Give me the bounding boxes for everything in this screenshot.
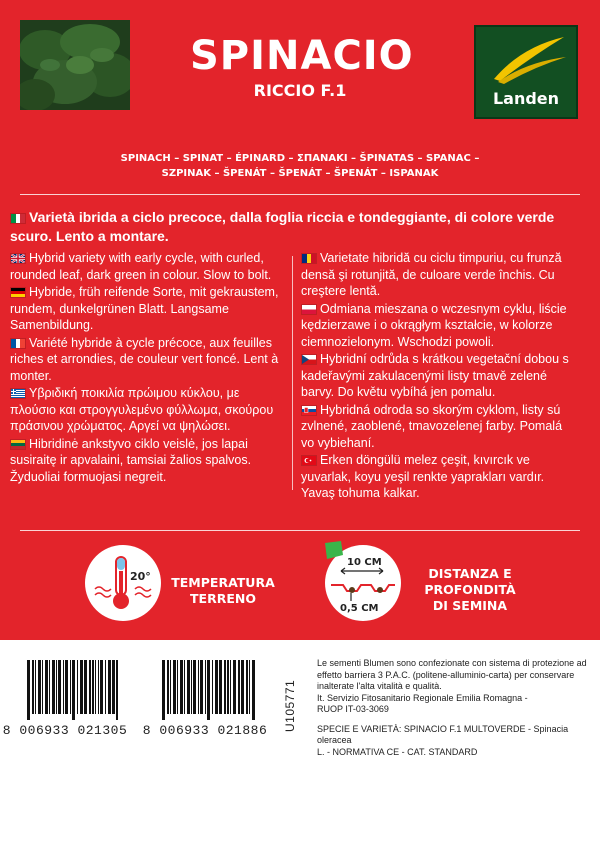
product-variety: RICCIO F.1 [253, 81, 347, 100]
divider [20, 530, 580, 531]
barcode-bar [108, 660, 111, 714]
descriptions-left-column [10, 250, 285, 485]
barcode-bar [205, 660, 206, 714]
barcode-bar [112, 660, 115, 714]
barcode-bar [42, 660, 43, 714]
barcode-bar [27, 660, 30, 720]
depth-value: 0,5 CM [340, 603, 379, 614]
barcode-bar [32, 660, 34, 714]
barcode-bar [219, 660, 222, 714]
barcode-bar [49, 660, 50, 714]
barcode-number-2: 8 006933 021886 [142, 723, 268, 738]
barcode-bar [45, 660, 48, 714]
barcode-bar [116, 660, 118, 720]
common-names-line2: SZPINAK – ŠPENÁT – ŠPENÁT – ŠPENÁT – ISPANAK [161, 168, 439, 179]
barcode-bar [65, 660, 68, 714]
descriptions-right-column [301, 250, 576, 502]
column-divider [292, 256, 293, 490]
description-pl: Odmiana mieszana o wczesnym cyklu, liście kędzierzawe i o okrągłym kształcie, w kolorze ciemnozielonym. Wschodzi powoli. [301, 301, 567, 349]
barcode-bar [38, 660, 41, 714]
description-cz: Hybridní odrůda s krátkou vegetační dobou s kadeřavými zakulacenými listy tmavě zelené barvy. Do květu vybíhá jen pomalu. [301, 352, 569, 399]
temperature-label: TEMPERATURA TERRENO [171, 575, 275, 606]
barcode-bar [177, 660, 178, 714]
barcode-bar [215, 660, 218, 714]
divider [20, 194, 580, 195]
description-tr: Erken döngülü melez çeşit, kıvırcık ve yuvarlak, koyu yeşil renkte yaprakları vardır. Yavaş tohuma kalkar. [301, 453, 545, 500]
barcode-bar [77, 660, 78, 714]
barcode-bar [84, 660, 87, 714]
barcode-bar [249, 660, 250, 714]
spinach-photo [20, 20, 130, 110]
description-de: Hybride, früh reifende Sorte, mit gekraustem, rundem, dunkelgrünen Blatt. Langsame Samenbildung. [10, 285, 279, 332]
leaf-logo-icon [476, 27, 576, 87]
seed-packet-icon [321, 539, 345, 563]
pl-flag-icon [301, 304, 317, 315]
barcode-bar [173, 660, 176, 714]
barcode-bar [193, 660, 196, 714]
barcode-bar [63, 660, 64, 714]
description-lt: Hibridinė ankstyvo ciklo veislė, jos lapai susiraitę ir apvalaini, tamsiai žalios spalvos. Žyduoliai formuojasi negreit. [10, 436, 252, 484]
barcode-1 [25, 660, 145, 720]
packaging-notes: Le sementi Blumen sono confezionate con sistema di protezione ad effetto barriera 3 P.A.C. (politene-alluminio-carta) per conservare inalterate l'alta vitalità e qualità. It. Servizio Fitosanitario Regionale Emilia Romagna - RUOP IT-03-3069 SPECIE E VARIETÀ: SPINACIO F.1 MULTOVERDE - Spinacia oleracea L. - NORMATIVA CE - CAT. STANDARD [317, 658, 587, 757]
uk-flag-icon [10, 253, 26, 264]
barcode-bar [224, 660, 226, 714]
barcode-bar [180, 660, 183, 714]
it-flag-icon [10, 213, 26, 224]
barcode-bar [187, 660, 190, 714]
gr-flag-icon [10, 388, 26, 399]
barcode-bar [207, 660, 210, 720]
lt-flag-icon [10, 439, 26, 450]
barcode-bar [95, 660, 96, 714]
barcode-bar [105, 660, 106, 714]
barcode-bar [52, 660, 55, 714]
product-code: U105771 [283, 679, 297, 732]
barcode-bar [72, 660, 75, 720]
temperature-badge [85, 545, 161, 621]
barcode-bar [246, 660, 248, 714]
barcode-bar [198, 660, 199, 714]
barcode-bar [238, 660, 240, 714]
sk-flag-icon [301, 405, 317, 416]
barcode-bar [92, 660, 94, 714]
sowing-label: DISTANZA E PROFONDITÀ DI SEMINA [424, 566, 516, 613]
barcode-bar [212, 660, 213, 714]
description-sk: Hybridná odroda so skorým cyklom, listy sú zvlnené, zaoblené, tmavozelenej farby. Pomalá vo vybiehaní. [301, 402, 563, 450]
barcode-bar [80, 660, 83, 714]
barcode-bar [162, 660, 165, 720]
de-flag-icon [10, 287, 26, 298]
barcode-number-1: 8 006933 021305 [2, 723, 128, 738]
barcode-bar [200, 660, 203, 714]
barcode-bar [233, 660, 236, 714]
barcode-bar [35, 660, 36, 714]
description-it-text: Varietà ibrida a ciclo precoce, dalla foglia riccia e tondeggiante, di colore verde scuro. Lento a montare. [10, 209, 555, 244]
barcode-bar [184, 660, 185, 714]
fr-flag-icon [10, 338, 26, 349]
barcode-2 [160, 660, 280, 720]
barcode-bar [58, 660, 61, 714]
tr-flag-icon [301, 455, 317, 466]
description-gr: Υβριδική ποικιλία πρώιμου κύκλου, με πλούσιο και στρογγυλεμένο φύλλωμα, σκούρου πράσινου χρώματος. Αργεί να ψηλώσει. [10, 386, 274, 433]
cz-flag-icon [301, 354, 317, 365]
product-title [190, 33, 414, 102]
barcode-bar [98, 660, 99, 714]
barcode-bar [170, 660, 171, 714]
barcode-bar [241, 660, 244, 714]
description-en: Hybrid variety with early cycle, with curled, rounded leaf, dark green in colour. Slow to bolt. [10, 251, 272, 282]
spacing-value: 10 CM [347, 557, 382, 568]
logo-text: Landen [492, 89, 560, 108]
thermometer-icon [85, 545, 161, 621]
brand-logo [474, 25, 578, 119]
description-ro: Varietate hibridă cu ciclu timpuriu, cu frunză densă şi rotunjită, de culoare verde închis. Cu creştere lentă. [301, 251, 562, 298]
common-names-line1: SPINACH – SPINAT – ÉPINARD – ΣΠΑΝΑΚΙ – ŠPINATAS – SPANAC – [120, 153, 480, 164]
barcode-bar [252, 660, 255, 720]
barcode-bar [191, 660, 192, 714]
description-fr: Variété hybride à cycle précoce, aux feuilles riches et arrondies, de couleur vert foncé. Lent à monter. [10, 335, 279, 383]
barcode-bar [89, 660, 91, 714]
barcode-bar [100, 660, 103, 714]
temperature-value: 20° [130, 570, 151, 583]
barcode-bar [227, 660, 229, 714]
barcode-bar [70, 660, 71, 714]
product-name: SPINACIO [190, 33, 414, 79]
sowing-badge [325, 545, 401, 621]
barcode-bar [56, 660, 57, 714]
barcode-bar [167, 660, 169, 714]
ro-flag-icon [301, 253, 317, 264]
barcode-bar [230, 660, 231, 714]
description-italian [10, 208, 588, 246]
